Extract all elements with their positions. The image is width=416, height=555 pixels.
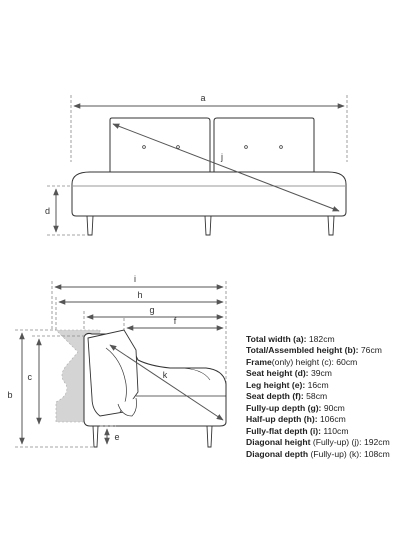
dimension-label-a: a [200,93,206,103]
spec-row-leg-height: Leg height (e): 16cm [246,379,329,390]
spec-row-fully-up-depth: Fully-up depth (g): 90cm [246,402,345,413]
backrest-left-cushion [110,118,210,172]
leg [328,216,334,235]
leg [93,426,98,447]
spec-row-seat-height: Seat height (d): 39cm [246,368,332,379]
dimension-label-e: e [114,432,120,442]
dimension-label-b: b [7,390,13,400]
dimension-label-c: c [27,372,32,382]
leg [205,216,211,235]
seat-cushion [72,172,346,216]
leg [87,216,93,235]
spec-row-diagonal-depth: Diagonal depth (Fully-up) (k): 108cm [246,448,390,459]
side-view [7,274,226,447]
spec-row-half-up-depth: Half-up depth (h): 106cm [246,414,346,425]
spec-row-frame-height: Frame(only) height (c): 60cm [246,356,358,367]
dimension-label-j: j [221,152,223,162]
spec-row-total-width: Total width (a): 182cm [246,334,335,344]
dimension-label-g: g [149,305,155,315]
backrest-right-cushion [214,118,314,172]
dimension-specs-list [246,334,414,460]
dimension-label-k: k [162,370,168,380]
spec-row-diagonal-height: Diagonal height (Fully-up) (j): 192cm [246,437,390,448]
dimension-label-d: d [44,206,50,216]
front-view [45,93,347,235]
spec-row-seat-depth: Seat depth (f): 58cm [246,391,328,402]
dimension-label-i: i [134,274,136,284]
dimension-label-h: h [137,290,143,300]
dimension-label-f: f [173,316,177,326]
spec-row-fully-flat-depth: Fully-flat depth (i): 110cm [246,425,349,436]
leg [207,426,212,447]
spec-row-total-height: Total/Assembled height (b): 76cm [246,345,382,356]
